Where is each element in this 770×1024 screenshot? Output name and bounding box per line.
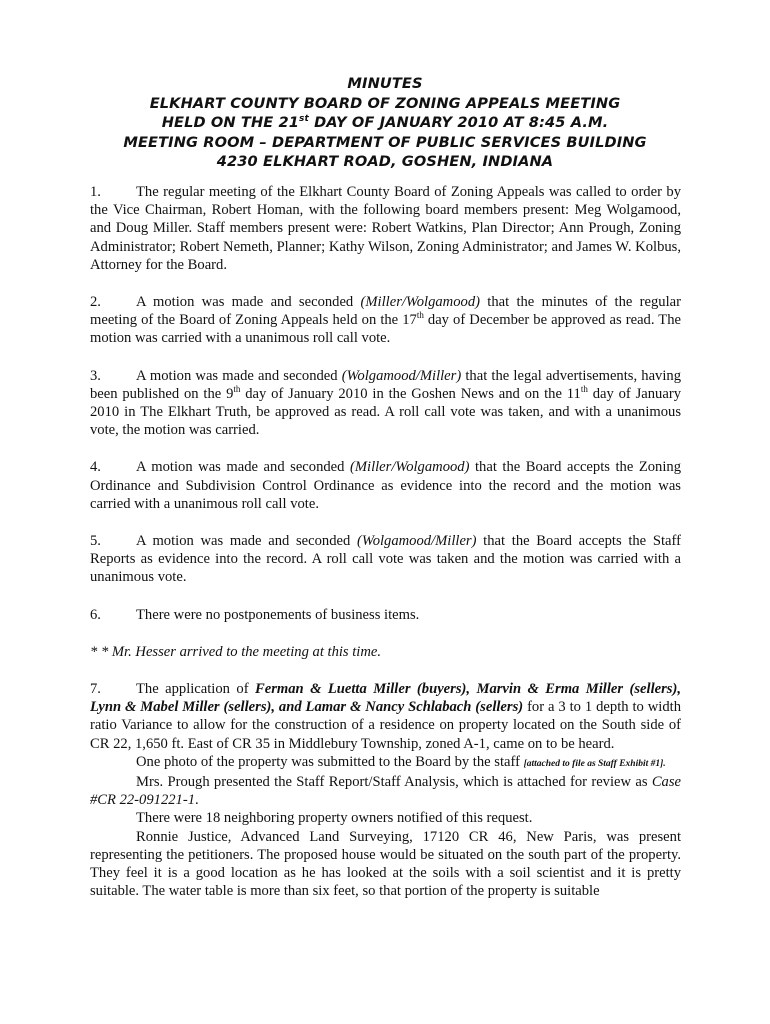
applicant-names: Ferman & Luetta Miller (buyers), Marvin & Erma Miller (sellers), Lynn & Mabel Miller (sellers), and Lamar & Nancy Schlabach (sellers) [90, 681, 681, 716]
case-number: Case #CR 22-091221-1 [90, 774, 681, 809]
paragraph-number: 1. [90, 184, 101, 200]
justice-testimony: Ronnie Justice, Advanced Land Surveying, 17120 CR 46, New Paris, was present representing the petitioners. The proposed house would be situated on the south part of the property. They feel it is a good location as he has looked at the soils with a soil scientist and it is pretty suitable. The water table is more than six feet, so that portion of the property is suitable [90, 828, 681, 900]
header-room: MEETING ROOM – DEPARTMENT OF PUBLIC SERVICES BUILDING [123, 133, 647, 151]
paragraph-number: 2. [90, 294, 101, 311]
notified-line: There were 18 neighboring property owners notified of this request. [136, 810, 533, 827]
paragraph-4: 4. A motion was made and seconded (Miller/Wolgamood) that the Board accepts the Zoning Ordinance and Subdivision Control Ordinance as evidence into the record and the motion was carried with a unanimous roll call vote. [90, 459, 681, 512]
paragraph-1: 1. The regular meeting of the Elkhart County Board of Zoning Appeals was called to order by the Vice Chairman, Robert Homan, with the following board members present: Meg Wolgamood, and Doug Miller. Staff members present were: Robert Watkins, Plan Director; Ann Prough, Zoning Administrator; Robert Nemeth, Planner; Kathy Wilson, Zoning Administrator; and James W. Kolbus, Attorney for the Board. [90, 184, 681, 273]
minutes-body [90, 183, 681, 901]
paragraph-5: 5. A motion was made and seconded (Wolgamood/Miller) that the Board accepts the Staff Reports as evidence into the record. A roll call vote was taken and the motion was carried with a unanimous vote. [90, 533, 681, 586]
paragraph-6: 6. There were no postponements of business items. [90, 606, 420, 623]
photo-exhibit-line: One photo of the property was submitted to the Board by the staff [attached to file as Staff Exhibit #1]. [136, 753, 666, 770]
header-title: MINUTES [347, 75, 423, 92]
exhibit-reference: [attached to file as Staff Exhibit #1]. [523, 758, 666, 769]
paragraph-3: 3. A motion was made and seconded (Wolgamood/Miller) that the legal advertisements, having been published on the 9th day of January 2010 in the Goshen News and on the 11th day of January 2010 in The Elkhart Truth, be approved as read. A roll call vote was taken, and with a unanimous vote, the motion was carried. [90, 367, 681, 439]
paragraph-number: 6. [90, 606, 101, 623]
paragraph-number: 4. [90, 459, 101, 476]
paragraph-2: 2. A motion was made and seconded (Miller/Wolgamood) that the minutes of the regular meeting of the Board of Zoning Appeals held on the 17th day of December be approved as read. The motion was carried with a unanimous roll call vote. [90, 294, 681, 347]
arrival-note: * * Mr. Hesser arrived to the meeting at this time. [90, 643, 382, 660]
paragraph-number: 5. [90, 533, 101, 550]
header-address: 4230 ELKHART ROAD, GOSHEN, INDIANA [216, 153, 554, 170]
header-board: ELKHART COUNTY BOARD OF ZONING APPEALS MEETING [149, 94, 621, 112]
header-date: HELD ON THE 21st DAY OF JANUARY 2010 AT 8:45 A.M. [161, 114, 609, 131]
paragraph-7: 7. The application of Ferman & Luetta Miller (buyers), Marvin & Erma Miller (sellers), Lynn & Mabel Miller (sellers), and Lamar & Nancy Schlabach (sellers) for a 3 to 1 depth to width ratio Variance to allow for the construction of a residence on property located on the South side of CR 22, 1,650 ft. East of CR 35 in Middlebury Township, zoned A-1, came on to be heard. [90, 681, 681, 752]
paragraph-number: 7. [90, 681, 101, 698]
paragraph-number: 3. [90, 367, 101, 384]
minutes-header [60, 74, 710, 172]
staff-report-line: Mrs. Prough presented the Staff Report/Staff Analysis, which is attached for review as Case #CR 22-091221-1. [90, 774, 681, 809]
